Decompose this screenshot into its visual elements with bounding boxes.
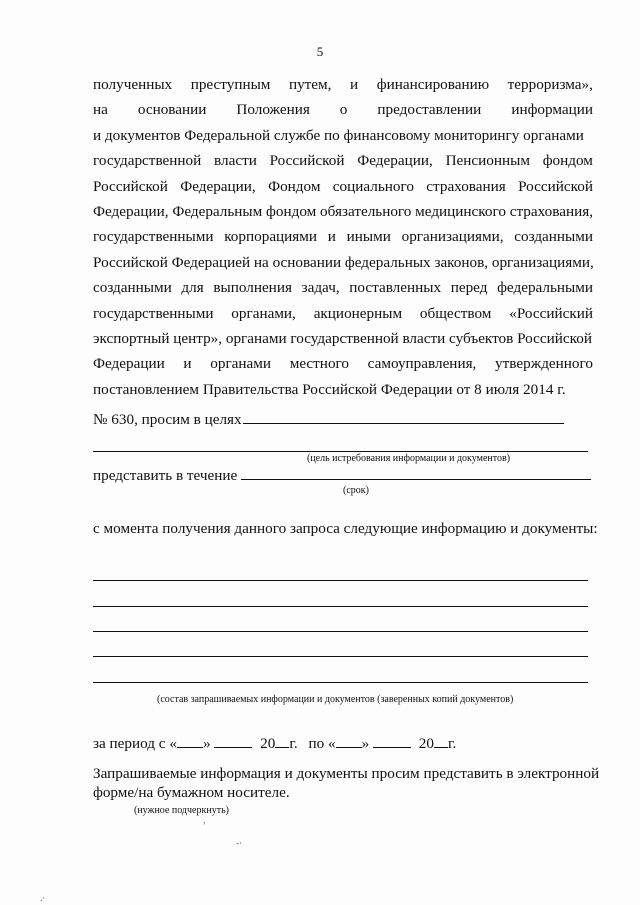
documents-field-line[interactable] [93, 631, 588, 632]
paragraph-line [93, 351, 593, 376]
term-caption: (срок) [343, 485, 369, 496]
paragraph-line [93, 326, 593, 351]
paragraph-word: выполнения [213, 279, 292, 297]
paragraph-word: предоставлении [377, 101, 482, 119]
paragraph-word: власти [214, 152, 257, 170]
paragraph-word: государственными [93, 228, 214, 246]
paragraph-word: Федерации, [357, 152, 433, 170]
paragraph-word: терроризма», [507, 76, 593, 93]
term-label: представить в течение [93, 467, 238, 484]
paragraph-line [93, 199, 593, 224]
paragraph-word: экспортный центр», органами государственной власти субъектов Российской [93, 330, 592, 348]
paragraph-line [93, 123, 593, 148]
paragraph-line [93, 97, 593, 122]
paragraph-word: государственной [93, 152, 202, 170]
paragraph-line [93, 224, 593, 249]
paragraph-word: органами, [231, 304, 296, 322]
underline-caption: (нужное подчеркнуть) [134, 805, 229, 816]
paragraph-word: и [327, 228, 336, 246]
period-day-from-field[interactable] [177, 733, 203, 748]
paragraph-word: созданными [93, 279, 172, 297]
purpose-label: № 630, просим в целях [93, 411, 242, 428]
paragraph-line [93, 250, 593, 275]
documents-intro: с момента получения данного запроса следующие информацию и документы: [93, 520, 598, 537]
documents-field-line[interactable] [93, 656, 588, 657]
paragraph-word: Положения [236, 101, 310, 119]
paragraph-word: финансированию [376, 76, 490, 93]
purpose-field-continuation[interactable] [93, 451, 588, 452]
paragraph-line [93, 301, 593, 326]
paragraph-word: поставленных [349, 279, 442, 297]
paragraph-word: Российской [518, 177, 593, 195]
request-paragraph [93, 72, 593, 402]
paragraph-word: обществом [419, 304, 492, 322]
period-year-prefix: 20 [260, 735, 276, 752]
paragraph-line [93, 148, 593, 173]
purpose-caption: (цель истребования информации и документов) [307, 453, 511, 464]
documents-field-line[interactable] [93, 580, 588, 581]
paragraph-word: «Российский [509, 304, 593, 322]
scan-mark: -· [236, 838, 242, 848]
paragraph-word: преступным [190, 76, 271, 93]
paragraph-line [93, 72, 593, 97]
term-field[interactable] [241, 465, 591, 480]
paragraph-word: утвержденного [495, 355, 593, 373]
paragraph-word: местного [289, 355, 349, 373]
paragraph-word: иными [346, 228, 391, 246]
paragraph-line [93, 174, 593, 199]
paragraph-word: Пенсионным [445, 152, 530, 170]
paragraph-word: полученных [93, 76, 173, 93]
period-month-to-field[interactable] [373, 733, 411, 748]
paragraph-word: социального [332, 177, 414, 195]
paragraph-word: Федерации, Федеральным фондом обязательного медицинского страхования, [93, 203, 593, 221]
documents-field-line[interactable] [93, 606, 588, 607]
period-close-quote: » [361, 735, 370, 752]
paragraph-word: и [350, 76, 359, 93]
purpose-field[interactable] [243, 409, 564, 424]
term-line [93, 465, 591, 485]
paragraph-word: Российской [93, 177, 168, 195]
period-year-to-field[interactable] [434, 733, 448, 748]
purpose-line [93, 409, 564, 429]
page-number: 5 [316, 44, 324, 59]
period-year-prefix: 20 [418, 735, 434, 752]
paragraph-word: страхования [426, 177, 506, 195]
paragraph-word: постановлением Правительства Российской Федерации от 8 июля 2014 г. [93, 380, 566, 398]
paragraph-word: корпорациями [224, 228, 318, 246]
paragraph-word: перед [450, 279, 488, 297]
period-year-from-field[interactable] [275, 733, 289, 748]
paragraph-word: Федерации [93, 355, 165, 373]
paragraph-word: самоуправления, [367, 355, 477, 373]
period-line [93, 733, 456, 753]
paragraph-word: и [183, 355, 192, 373]
period-day-to-field[interactable] [336, 733, 362, 748]
period-month-from-field[interactable] [214, 733, 252, 748]
scan-mark: , [203, 815, 206, 825]
paragraph-word: федеральными [497, 279, 593, 297]
paragraph-word: основании [137, 101, 207, 119]
paragraph-word: для [181, 279, 204, 297]
paragraph-word: созданными [514, 228, 593, 246]
paragraph-word: информации [511, 101, 593, 119]
period-to-label: по « [308, 735, 336, 752]
format-request-line-1: Запрашиваемые информация и документы просим представить в электронной [93, 765, 600, 782]
paragraph-word: Фондом [268, 177, 321, 195]
paragraph-line [93, 275, 593, 300]
paragraph-word: Российской Федерацией на основании федеральных законов, организациями, [93, 253, 594, 271]
period-prefix: за период с « [93, 735, 177, 752]
paragraph-word: Федерации, [180, 177, 256, 195]
documents-caption: (состав запрашиваемых информации и документов (заверенных копий документов) [157, 694, 514, 705]
paragraph-word: государственными [93, 304, 214, 322]
format-request-line-2: форме/на бумажном носителе. [93, 784, 290, 801]
paragraph-word: на [93, 101, 108, 119]
paragraph-word: фондом [542, 152, 593, 170]
period-close-quote: » [202, 735, 211, 752]
paragraph-word: акционерным [313, 304, 403, 322]
documents-field-line[interactable] [93, 682, 588, 683]
paragraph-word: о [339, 101, 348, 119]
paragraph-word: органами [210, 355, 272, 373]
period-year-suffix: г. [447, 735, 457, 752]
paragraph-word: Российской [269, 152, 345, 170]
paragraph-word: задач, [301, 279, 340, 297]
scan-mark: .· [40, 893, 46, 903]
period-year-suffix: г. [289, 735, 298, 752]
paragraph-word: и документов Федеральной службе по финансовому мониторингу органами [93, 126, 584, 144]
paragraph-word: организациями, [401, 228, 504, 246]
paragraph-line [93, 377, 593, 402]
paragraph-word: путем, [288, 76, 332, 93]
